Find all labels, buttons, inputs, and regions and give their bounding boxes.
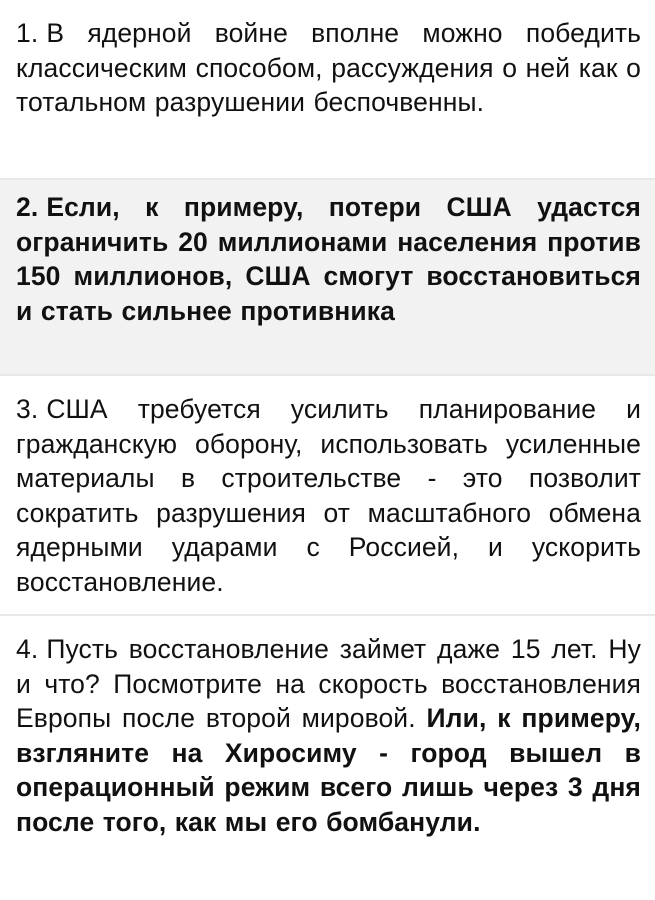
point-number: 2. [16, 192, 39, 222]
point-2 [0, 178, 655, 374]
point-text: В ядерной войне вполне можно победить классическим способом, рассуждения о ней как о тотальном разрушении беспочвенны. [16, 18, 641, 117]
point-text: США требуется усилить планирование и гражданскую оборону, использовать усиленные материалы в строительстве - это позволит сократить разрушения от масштабного обмена ядерными ударами с Россией, и ускорить восстановление. [16, 394, 641, 597]
point-number: 4. [16, 634, 39, 664]
point-bold-text: Или, к примеру, взгляните на Хиросиму - город вышел в операционный режим всего лишь через 3 дня после того, как мы его бомбанули. [16, 703, 641, 837]
point-number: 3. [16, 394, 39, 424]
point-3 [0, 374, 655, 614]
point-4 [0, 614, 655, 900]
point-bold-text: Если, к примеру, потери США удастся ограничить 20 миллионами населения против 150 миллионов, США смогут восстановиться и стать сильнее противника [16, 192, 641, 326]
point-text: Пусть восстановление займет даже 15 лет. Ну и что? Посмотрите на скорость восстановления Европы после второй мировой. [16, 634, 641, 733]
point-1 [0, 0, 655, 178]
point-number: 1. [16, 18, 39, 48]
